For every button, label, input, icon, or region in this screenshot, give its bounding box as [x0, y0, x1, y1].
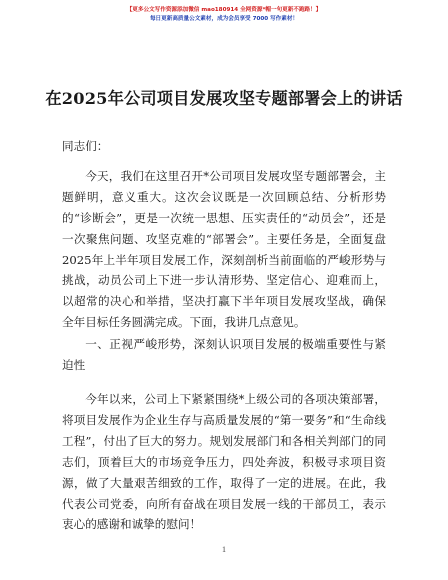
promo-banner-line-1: 【更多公文写作资源添加微信 mao180914 全网资源*帽一句更新不跑路！】: [126, 7, 322, 13]
page-number: 1: [222, 545, 226, 554]
promo-banner-line-2: 每日更新高质量公文素材，成为会员享受 7000 写作素材！: [149, 16, 299, 22]
promo-banner: [0, 6, 448, 24]
section-heading-1: 一、正视严峻形势，深刻认识项目发展的极端重要性与紧迫性: [62, 337, 386, 373]
greeting: 同志们：: [62, 139, 109, 153]
document-title: 在2025年公司项目发展攻坚专题部署会上的讲话: [45, 89, 403, 108]
document-body: [62, 136, 386, 535]
paragraph-section-1: 今年以来，公司上下紧紧围绕*上级公司的各项决策部署，将项目发展作为企业生存与高质量发展的“第一要务”和“生命线工程”，付出了巨大的努力。规划发展部门和各相关判部门的同志们，顶着巨大的市场竞争压力，四处奔波，积极寻求项目资源，做了大量艰苦细致的工作，取得了一定的进展。在此，我代表公司党委，向所有奋战在项目发展一线的干部员工，表示衷心的感谢和诚挚的慰问！: [62, 391, 386, 532]
paragraph-intro: 今天，我们在这里召开*公司项目发展攻坚专题部署会，主题鲜明，意义重大。这次会议既是一次回顾总结、分析形势的“诊断会”，更是一次统一思想、压实责任的“动员会”，还是一次聚焦问题、攻坚克难的“部署会”。主要任务是，全面复盘2025年上半年项目发展工作，深刻剖析当前面临的严峻形势与挑战，动员公司上下进一步认清形势、坚定信心、迎难而上，以超常的决心和举措，坚决打赢下半年项目发展攻坚战，确保全年目标任务圆满完成。下面，我讲几点意见。: [62, 168, 386, 330]
